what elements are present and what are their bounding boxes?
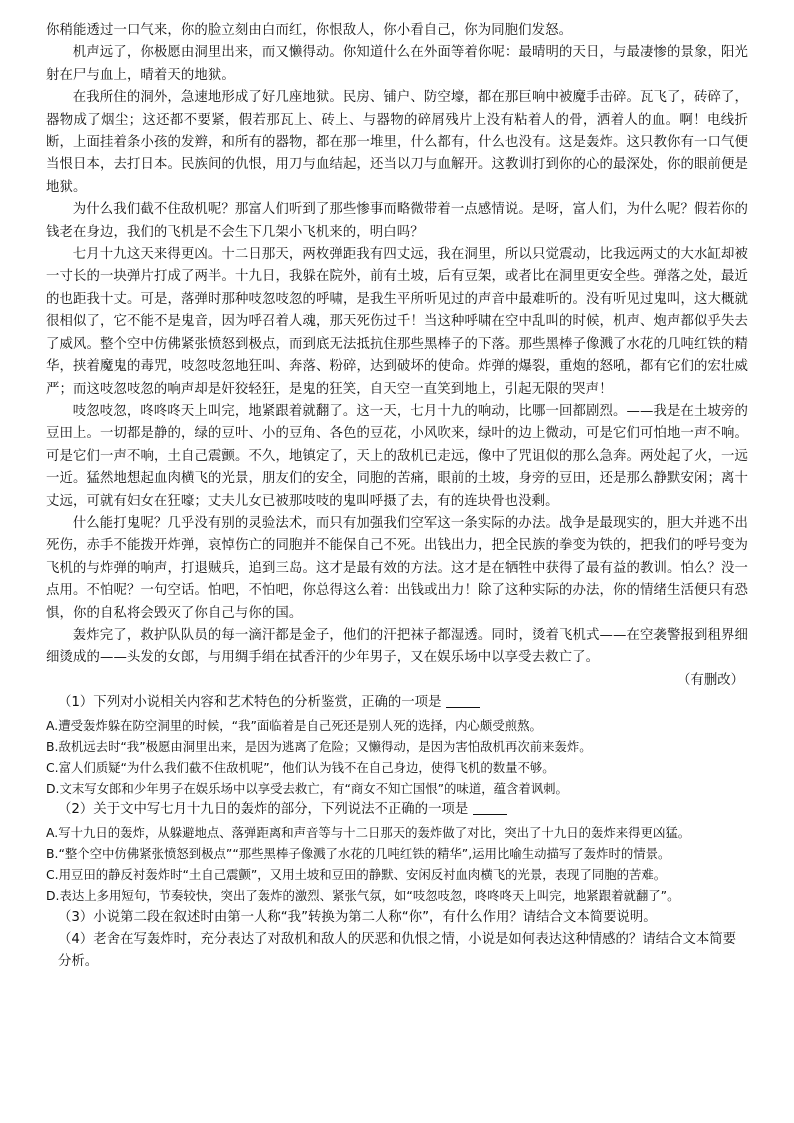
question-2-option-b: B.“整个空中仿佛紧张愤怒到极点”“那些黑棒子像溅了水花的几吨红铁的精华”,运用比喻生动描写了轰炸时的情景。 [46,846,671,862]
article-paragraph-1: 你稍能透过一口气来，你的脸立刻由白而红，你恨敌人，你小看自己，你为同胞们发怒。 [46,23,573,38]
question-2-option-a: A.写十九日的轰炸，从躲避地点、落弹距离和声音等与十二日那天的轰炸做了对比，突出了十九日的轰炸来得更凶猛。 [46,824,691,840]
question-1-option-b: B.敌机远去时“我”极愿由洞里出来，是因为逃离了危险；又懒得动，是因为害怕敌机再次前来轰炸。 [46,738,592,754]
questions [46,692,748,974]
question-4-stem: （4）老舍在写轰炸时，充分表达了对敌机和敌人的厌恶和仇恨之情，小说是如何表达这种情感的？请结合文本简要分析。 [58,932,737,970]
question-2-option-c: C.用豆田的静反衬轰炸时“土自己震颤”，又用土坡和豆田的静默、安闲反衬血肉横飞的光景，表现了同胞的苦难。 [46,867,667,883]
question-1-option-a: A.遭受轰炸躲在防空洞里的时候，“我”面临着是自己死还是别人死的选择，内心颇受煎熬。 [46,717,542,733]
article-paragraph-6: 吱忽吱忽，咚咚咚天上叫完，地紧跟着就翻了。这一天，七月十九的响动，比哪一回都剧烈。——我是在土坡旁的豆田上。一切都是静的，绿的豆叶、小的豆角、各色的豆花，小风吹来，绿叶的边上微动，可是它们可怕地一声不响。可是它们一声不响，土自己震颤。不久，地镇定了，天上的敌机已走远，像中了咒诅似的那么急奔。两处起了火，一远一近。猛然地想起血肉横飞的光景，朋友们的安全，同胞的苦痛，眼前的土坡，身旁的豆田，还是那么静默安闲；离十丈远，可就有妇女在狂嚎；丈夫儿女已被那吱吱的鬼叫呼摄了去，有的连块骨也没剩。 [46,403,748,509]
question-2-option-d: D.表达上多用短句，节奏较快，突出了轰炸的激烈、紧张气氛，如“吱忽吱忽，咚咚咚天上叫完，地紧跟着就翻了”。 [46,888,680,904]
source-note: （有删改） [677,672,744,688]
question-2-stem [46,799,748,821]
question-1-option-d: D.文末写女郎和少年男子在娱乐场中以享受去救亡，有“商女不知亡国恨”的味道，蕴含着讽刺。 [46,781,568,797]
question-1-stem [46,692,748,714]
article-paragraph-5: 七月十九这天来得更凶。十二日那天，两枚弹距我有四丈远，我在洞里，所以只觉震动，比我远两丈的大水缸却被一寸长的一块弹片打成了两半。十九日，我躲在院外，前有土坡，后有豆架，或者比在洞里更安全些。弹落之处，最近的也距我十丈。可是，落弹时那种吱忽吱忽的呼啸，是我生平所听见过的声音中最难听的。没有听见过鬼叫，这大概就很相似了，它不能不是鬼音，因为呼召着人魂，那天死伤过千！当这种呼啸在空中乱叫的时候，机声、炮声都似乎失去了威风。整个空中仿佛紧张愤怒到极点，而到底无法抵抗住那些黑棒子的下落。那些黑棒子像溅了水花的几吨红铁的精华，挟着魔鬼的毒咒，吱忽吱忽地狂叫、奔落、粉碎，达到破坏的使命。炸弹的爆裂，重炮的怒吼，都有它们的宏壮威严；而这吱忽吱忽的响声却是奸狡轻狂，是鬼的狂笑，自天空一直笑到地上，引起无限的哭声！ [46,247,748,397]
question-3-stem: （3）小说第二段在叙述时由第一人称“我”转换为第二人称“你”，有什么作用？请结合文本简要说明。 [58,909,657,925]
article-paragraph-2: 机声远了，你极愿由洞里出来，而又懒得动。你知道什么在外面等着你呢：最晴明的天日，与最凄惨的景象，阳光射在尸与血上，晴着天的地狱。 [46,45,748,83]
question-1-option-c: C.富人们质疑“为什么我们截不住敌机呢”，他们认为钱不在自己身边，使得飞机的数量不够。 [46,760,555,775]
exam-page [46,20,748,974]
question-2-text: （2）关于文中写七月十九日的轰炸的部分，下列说法不正确的一项是 [58,802,469,818]
article-paragraph-3: 在我所住的洞外，急速地形成了好几座地狱。民房、铺户、防空壕，都在那巨响中被魔手击碎。瓦飞了，砖碎了，器物成了烟尘；这还都不要紧，假若那瓦上、砖上、与器物的碎屑残片上没有粘着人的骨，洒着人的血。啊！电线折断，上面挂着条小孩的发辫，和所有的器物，都在那一堆里，什么都有，什么也没有。这是轰炸。这只教你有一口气便当恨日本，去打日本。民族间的仇恨，用刀与血结起，还当以刀与血解开。这教训打到你的心的最深处，你的眼前便是地狱。 [46,90,748,195]
article-paragraph-7: 什么能打鬼呢？几乎没有别的灵验法术，而只有加强我们空军这一条实际的办法。战争是最现实的，胆大并逃不出死伤，赤手不能拨开炸弹，哀悼伤亡的同胞并不能保自己不死。出钱出力，把全民族的拳变为铁的，把我们的呼号变为飞机的与炸弹的响声，打退贼兵，追到三岛。这才是最有效的方法。这才是在牺牲中获得了最有益的教训。怕么？没一点用。不怕呢？一句空话。怕吧，不怕吧，你总得这么着：出钱或出力！除了这种实际的办法，你的情绪生活便只有恐惧，你的自私将会毁灭了你自己与你的国。 [46,515,748,621]
question-1-text: （1）下列对小说相关内容和艺术特色的分析鉴赏，正确的一项是 [58,695,442,711]
article-paragraph-4: 为什么我们截不住敌机呢？那富人们听到了那些惨事而略微带着一点感情说。是呀，富人们，为什么呢？假若你的钱老在身边，我们的飞机是不会生下几架小飞机来的，明白吗？ [46,202,748,240]
answer-blank[interactable] [473,800,507,815]
article-paragraph-8: 轰炸完了，救护队队员的每一滴汗都是金子，他们的汗把袜子都湿透。同时，烫着飞机式——在空袭警报到租界细细烫成的——头发的女郎，与用绸手绢在拭香汗的少年男子，又在娱乐场中以享受去救亡了。 [46,627,748,666]
article [46,20,748,692]
answer-blank[interactable] [446,693,480,708]
